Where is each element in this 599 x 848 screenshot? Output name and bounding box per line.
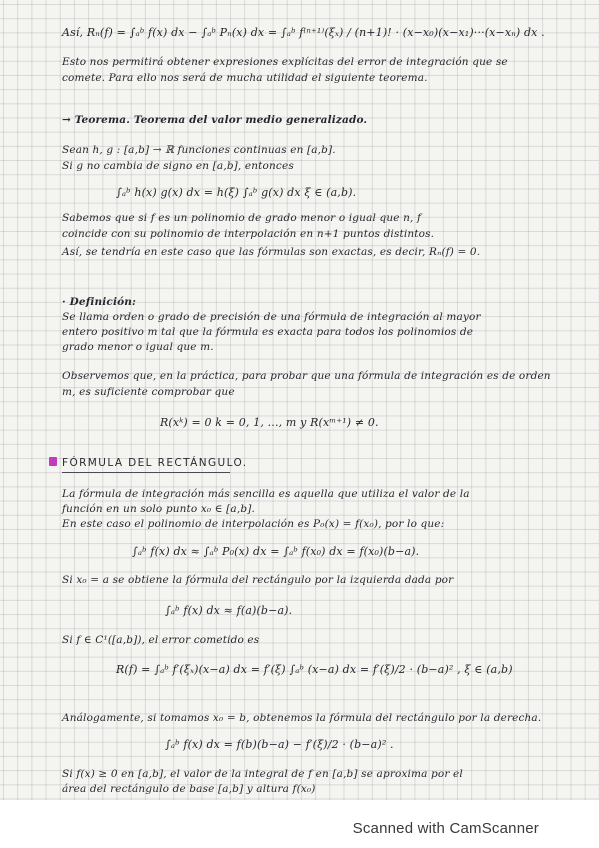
text-line: m, es suficiente comprobar que bbox=[62, 386, 235, 398]
theorem-heading: → Teorema. Teorema del valor medio generalizado. bbox=[62, 114, 368, 126]
text-line: Si f(x) ≥ 0 en [a,b], el valor de la integral de f en [a,b] se aproxima por el bbox=[62, 768, 463, 780]
text-line: Sean h, g : [a,b] → ℝ funciones continuas en [a,b]. bbox=[62, 144, 336, 156]
text-line: Esto nos permitirá obtener expresiones explícitas del error de integración que se bbox=[62, 56, 508, 68]
text-line: entero positivo m tal que la fórmula es exacta para todos los polinomios de bbox=[62, 326, 474, 338]
scanner-watermark: Scanned with CamScanner bbox=[352, 820, 539, 837]
rectangle-formula: ∫ₐᵇ f(x) dx ≈ ∫ₐᵇ P₀(x) dx = ∫ₐᵇ f(x₀) dx = f(x₀)(b−a). bbox=[132, 545, 420, 558]
text-line: Así, se tendría en este caso que las fórmulas son exactas, es decir, Rₙ(f) = 0. bbox=[62, 246, 481, 258]
section-marker bbox=[49, 457, 57, 466]
right-rectangle-formula: ∫ₐᵇ f(x) dx = f(b)(b−a) − f′(ξ)/2 · (b−a)² . bbox=[165, 738, 394, 751]
section-title: FÓRMULA DEL RECTÁNGULO. bbox=[62, 457, 248, 469]
error-term-formula: R(f) = ∫ₐᵇ f′(ξₓ)(x−a) dx = f′(ξ) ∫ₐᵇ (x−a) dx = f′(ξ)/2 · (b−a)² , ξ ∈ (a,b) bbox=[116, 663, 513, 676]
text-line: Sabemos que si f es un polinomio de grado menor o igual que n, f bbox=[62, 212, 422, 224]
text-line: coincide con su polinomio de interpolación en n+1 puntos distintos. bbox=[62, 228, 435, 240]
order-condition: R(xᵏ) = 0 k = 0, 1, ..., m y R(xᵐ⁺¹) ≠ 0. bbox=[160, 416, 379, 429]
left-rectangle-formula: ∫ₐᵇ f(x) dx ≈ f(a)(b−a). bbox=[165, 604, 293, 617]
text-line: Análogamente, si tomamos x₀ = b, obtenemos la fórmula del rectángulo por la derecha. bbox=[62, 712, 542, 724]
text-line: La fórmula de integración más sencilla es aquella que utiliza el valor de la bbox=[62, 488, 470, 500]
text-line: En este caso el polinomio de interpolación es P₀(x) = f(x₀), por lo que: bbox=[62, 518, 445, 530]
theorem-formula: ∫ₐᵇ h(x) g(x) dx = h(ξ) ∫ₐᵇ g(x) dx ξ ∈ (a,b). bbox=[116, 186, 357, 199]
definition-heading: · Definición: bbox=[62, 296, 137, 308]
text-line: Si f ∈ C¹([a,b]), el error cometido es bbox=[62, 634, 260, 646]
text-line: Se llama orden o grado de precisión de una fórmula de integración al mayor bbox=[62, 311, 481, 323]
text-line: función en un solo punto x₀ ∈ [a,b]. bbox=[62, 503, 255, 515]
text-line: Si g no cambia de signo en [a,b], entonces bbox=[62, 160, 294, 172]
section-underline bbox=[62, 472, 230, 473]
text-line: área del rectángulo de base [a,b] y altura f(x₀) bbox=[62, 783, 316, 795]
text-line: Si x₀ = a se obtiene la fórmula del rectángulo por la izquierda dada por bbox=[62, 574, 454, 586]
error-formula: Así, Rₙ(f) = ∫ₐᵇ f(x) dx − ∫ₐᵇ Pₙ(x) dx = ∫ₐᵇ f⁽ⁿ⁺¹⁾(ξₓ) / (n+1)! · (x−x₀)(x−x₁)···(x−xₙ) dx . bbox=[62, 26, 545, 39]
text-line: comete. Para ello nos será de mucha utilidad el siguiente teorema. bbox=[62, 72, 428, 84]
text-line: grado menor o igual que m. bbox=[62, 341, 214, 353]
text-line: Observemos que, en la práctica, para probar que una fórmula de integración es de orden bbox=[62, 370, 551, 382]
scanner-footer bbox=[0, 800, 599, 848]
